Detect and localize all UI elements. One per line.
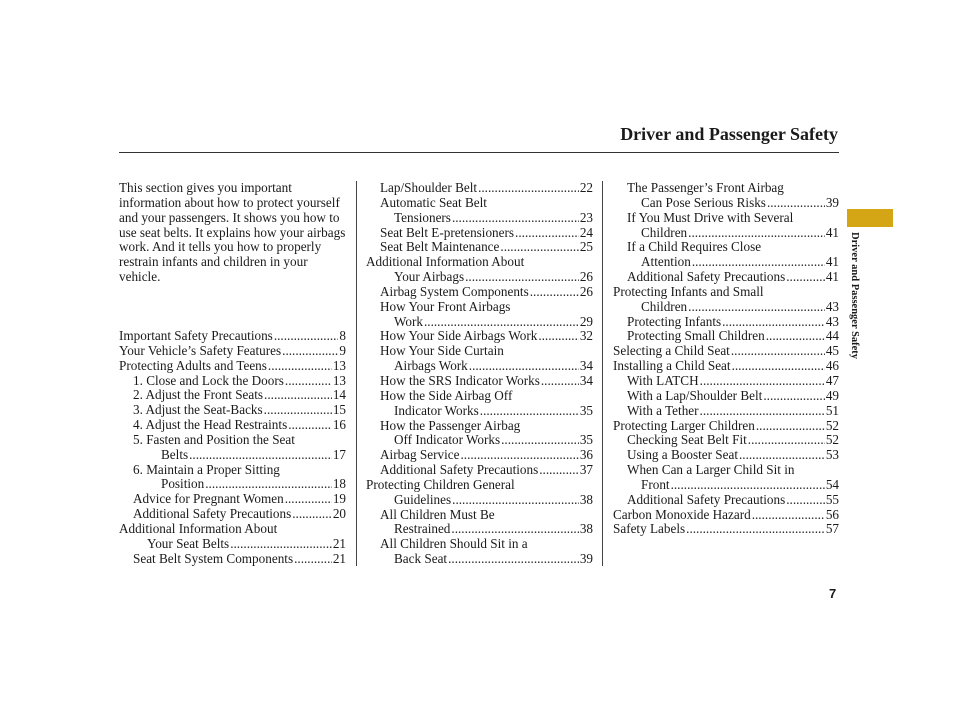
toc-entry [613, 389, 839, 404]
toc-entry-title: Airbag Service [380, 447, 460, 463]
toc-entry-title: Children [641, 298, 688, 314]
toc-entry-page: 8 [339, 328, 346, 343]
toc-entry [366, 300, 593, 315]
toc-entry-title: Seat Belt E-pretensioners [380, 224, 515, 240]
toc-entry-title: Your Airbags [394, 269, 465, 285]
toc-entry-title: Front [641, 476, 670, 492]
toc-entry-page: 29 [579, 313, 593, 329]
toc-entry [119, 492, 346, 507]
toc-entry-page: 22 [579, 180, 593, 195]
toc-entry-title: Airbag System Components [380, 283, 529, 299]
toc-entry-title: Protecting Adults and Teens [119, 357, 267, 373]
toc-leader-dots [448, 552, 579, 567]
toc-entry [613, 344, 839, 359]
toc-leader-dots [264, 403, 332, 418]
toc-entry [613, 433, 839, 448]
toc-entry-title: With a Tether [627, 402, 699, 418]
toc-entry-title: Off Indicator Works [394, 432, 501, 448]
toc-leader-dots [541, 374, 579, 389]
toc-entry-title: 6. Maintain a Proper Sitting [133, 461, 280, 477]
toc-entry [366, 181, 593, 196]
toc-entry [613, 404, 839, 419]
toc-leader-dots [452, 493, 579, 508]
toc-entry [613, 463, 839, 478]
toc-entry [613, 448, 839, 463]
section-tab-marker [847, 209, 893, 227]
toc-entry [366, 226, 593, 241]
toc-entry [613, 478, 839, 493]
toc-entry [366, 270, 593, 285]
toc-entry-page: 35 [579, 432, 593, 448]
toc-leader-dots [732, 359, 825, 374]
toc-entry-page: 41 [825, 269, 839, 285]
toc-leader-dots [688, 226, 825, 241]
toc-leader-dots [539, 463, 579, 478]
toc-leader-dots [285, 492, 332, 507]
toc-entry [613, 211, 839, 226]
toc-leader-dots [700, 404, 825, 419]
toc-leader-dots [288, 418, 332, 433]
toc-entry [366, 508, 593, 523]
toc-entry-title: Children [641, 224, 688, 240]
toc-entry-page: 44 [825, 328, 839, 344]
toc-entry [119, 448, 346, 463]
toc-leader-dots [282, 344, 338, 359]
toc-entry-page: 25 [579, 239, 593, 255]
toc-entry [613, 419, 839, 434]
toc-entry [366, 478, 593, 493]
toc-entry-page: 45 [825, 343, 839, 359]
toc-column-1 [119, 329, 346, 567]
toc-entry [119, 433, 346, 448]
toc-entry [366, 389, 593, 404]
toc-leader-dots [688, 300, 825, 315]
toc-entry [119, 507, 346, 522]
toc-entry-page: 43 [825, 298, 839, 314]
toc-entry [366, 463, 593, 478]
toc-entry-page: 34 [579, 372, 593, 388]
toc-entry-page: 54 [825, 476, 839, 492]
toc-entry [119, 418, 346, 433]
toc-entry-page: 41 [825, 254, 839, 270]
toc-entry-title: All Children Should Sit in a [380, 536, 528, 552]
toc-leader-dots [230, 537, 332, 552]
toc-entry-page: 26 [579, 269, 593, 285]
toc-entry-title: Guidelines [394, 491, 452, 507]
toc-entry [366, 404, 593, 419]
toc-entry-title: Protecting Larger Children [613, 417, 755, 433]
toc-leader-dots [748, 433, 825, 448]
toc-entry-title: How Your Side Airbags Work [380, 328, 538, 344]
toc-entry [366, 552, 593, 567]
toc-entry [366, 211, 593, 226]
toc-entry-page: 57 [825, 521, 839, 537]
toc-entry-page: 56 [825, 506, 839, 522]
toc-entry [119, 463, 346, 478]
toc-leader-dots [515, 226, 579, 241]
toc-leader-dots [752, 508, 825, 523]
toc-entry-page: 37 [579, 462, 593, 478]
toc-entry [613, 522, 839, 537]
toc-entry-title: How Your Front Airbags [380, 298, 511, 314]
toc-entry-title: Additional Safety Precautions [133, 506, 292, 522]
toc-entry-title: 5. Fasten and Position the Seat [133, 431, 295, 447]
toc-entry-title: Position [161, 476, 205, 492]
toc-entry-page: 18 [332, 476, 346, 492]
toc-entry [366, 419, 593, 434]
toc-entry [613, 508, 839, 523]
toc-entry-title: Protecting Infants [627, 313, 722, 329]
toc-entry [119, 403, 346, 418]
toc-leader-dots [264, 388, 332, 403]
toc-entry-page: 36 [579, 447, 593, 463]
toc-entry-title: 1. Close and Lock the Doors [133, 372, 284, 388]
toc-entry-page: 32 [579, 328, 593, 344]
toc-leader-dots [294, 552, 332, 567]
toc-leader-dots [756, 419, 825, 434]
toc-entry [366, 329, 593, 344]
toc-entry [366, 240, 593, 255]
toc-entry-page: 39 [579, 551, 593, 567]
toc-leader-dots [452, 211, 579, 226]
toc-entry-title: Installing a Child Seat [613, 358, 731, 374]
toc-column-3 [613, 181, 839, 537]
toc-entry [119, 344, 346, 359]
toc-entry-page: 38 [579, 521, 593, 537]
toc-entry-title: Indicator Works [394, 402, 479, 418]
toc-entry-title: Automatic Seat Belt [380, 194, 487, 210]
toc-entry [366, 285, 593, 300]
toc-entry-title: Airbags Work [394, 358, 468, 374]
toc-entry-title: Safety Labels [613, 521, 686, 537]
toc-leader-dots [274, 329, 339, 344]
toc-entry-title: 4. Adjust the Head Restraints [133, 417, 288, 433]
page-title: Driver and Passenger Safety [620, 124, 838, 144]
toc-entry [366, 433, 593, 448]
side-tab-label: Driver and Passenger Safety [849, 232, 860, 360]
toc-entry-page: 15 [332, 402, 346, 418]
toc-entry-title: Belts [161, 446, 189, 462]
toc-entry [613, 270, 839, 285]
toc-entry-page: 19 [332, 491, 346, 507]
toc-entry [366, 359, 593, 374]
toc-entry [119, 374, 346, 389]
toc-leader-dots [530, 285, 579, 300]
toc-entry-page: 16 [332, 417, 346, 433]
toc-entry-title: Work [394, 313, 423, 329]
column-divider-1 [356, 181, 357, 566]
toc-entry-page: 13 [332, 357, 346, 373]
title-rule [119, 152, 839, 153]
toc-leader-dots [268, 359, 332, 374]
toc-entry-title: All Children Must Be [380, 506, 495, 522]
toc-entry-page: 26 [579, 283, 593, 299]
toc-leader-dots [538, 329, 578, 344]
toc-entry-title: Carbon Monoxide Hazard [613, 506, 751, 522]
toc-leader-dots [686, 522, 825, 537]
toc-leader-dots [189, 448, 332, 463]
toc-entry-page: 20 [332, 506, 346, 522]
toc-entry-title: How Your Side Curtain [380, 343, 504, 359]
toc-entry [366, 374, 593, 389]
toc-entry [613, 374, 839, 389]
toc-entry-page: 46 [825, 358, 839, 374]
toc-leader-dots [786, 270, 825, 285]
toc-entry-title: Your Seat Belts [147, 535, 230, 551]
toc-entry [366, 522, 593, 537]
toc-leader-dots [739, 448, 825, 463]
toc-entry-title: If a Child Requires Close [627, 239, 762, 255]
toc-leader-dots [722, 315, 825, 330]
toc-entry-title: Important Safety Precautions [119, 328, 273, 343]
toc-entry-page: 53 [825, 447, 839, 463]
toc-entry-title: How the Passenger Airbag [380, 417, 521, 433]
toc-leader-dots [424, 315, 579, 330]
toc-entry-title: Additional Information About [119, 520, 278, 536]
toc-leader-dots [731, 344, 825, 359]
toc-entry-title: Additional Safety Precautions [627, 269, 786, 285]
toc-entry-page: 52 [825, 417, 839, 433]
toc-leader-dots [480, 404, 579, 419]
toc-entry [613, 181, 839, 196]
toc-leader-dots [767, 196, 825, 211]
toc-entry-page: 47 [825, 372, 839, 388]
toc-entry-title: The Passenger’s Front Airbag [627, 180, 784, 195]
toc-entry-page: 21 [332, 535, 346, 551]
toc-entry-title: Can Pose Serious Risks [641, 194, 766, 210]
toc-entry-title: Checking Seat Belt Fit [627, 432, 747, 448]
toc-entry-title: If You Must Drive with Several [627, 209, 794, 225]
toc-entry-page: 35 [579, 402, 593, 418]
toc-entry-page: 24 [579, 224, 593, 240]
toc-entry-title: With LATCH [627, 372, 699, 388]
toc-entry-page: 14 [332, 387, 346, 403]
toc-entry-title: Attention [641, 254, 691, 270]
toc-entry [366, 315, 593, 330]
toc-entry [613, 329, 839, 344]
toc-entry [366, 344, 593, 359]
toc-entry-title: 3. Adjust the Seat-Backs [133, 402, 263, 418]
toc-entry-page: 34 [579, 358, 593, 374]
toc-entry-title: Tensioners [394, 209, 451, 225]
toc-entry-title: How the SRS Indicator Works [380, 372, 540, 388]
toc-entry [613, 493, 839, 508]
toc-entry-title: How the Side Airbag Off [380, 387, 513, 403]
toc-entry-title: Restrained [394, 521, 451, 537]
toc-leader-dots [465, 270, 579, 285]
toc-entry [119, 359, 346, 374]
toc-entry-title: Protecting Children General [366, 476, 515, 492]
toc-entry-title: Seat Belt System Components [133, 550, 294, 566]
toc-entry [613, 255, 839, 270]
toc-entry-page: 39 [825, 194, 839, 210]
toc-entry-title: Seat Belt Maintenance [380, 239, 500, 255]
toc-leader-dots [763, 389, 824, 404]
toc-entry [613, 359, 839, 374]
toc-entry-title: Using a Booster Seat [627, 447, 738, 463]
toc-entry-title: 2. Adjust the Front Seats [133, 387, 264, 403]
toc-entry [613, 300, 839, 315]
toc-entry-title: Protecting Small Children [627, 328, 765, 344]
toc-leader-dots [469, 359, 579, 374]
toc-entry-title: Lap/Shoulder Belt [380, 180, 478, 195]
toc-entry-page: 23 [579, 209, 593, 225]
toc-leader-dots [451, 522, 578, 537]
toc-entry [119, 552, 346, 567]
toc-leader-dots [766, 329, 825, 344]
toc-entry [366, 255, 593, 270]
toc-entry-title: Additional Safety Precautions [627, 491, 786, 507]
toc-leader-dots [692, 255, 825, 270]
toc-entry [119, 477, 346, 492]
toc-entry [613, 315, 839, 330]
column-divider-2 [602, 181, 603, 566]
toc-entry-page: 52 [825, 432, 839, 448]
toc-entry-page: 55 [825, 491, 839, 507]
toc-entry-title: Your Vehicle’s Safety Features [119, 342, 282, 358]
toc-leader-dots [500, 240, 578, 255]
toc-entry-title: Selecting a Child Seat [613, 343, 730, 359]
toc-entry-page: 9 [339, 342, 346, 358]
toc-leader-dots [460, 448, 578, 463]
toc-entry-page: 38 [579, 491, 593, 507]
toc-entry-page: 49 [825, 387, 839, 403]
toc-entry-title: Back Seat [394, 551, 448, 567]
toc-entry [119, 329, 346, 344]
toc-entry-page: 13 [332, 372, 346, 388]
toc-entry [366, 448, 593, 463]
toc-column-2 [366, 181, 593, 567]
toc-leader-dots [671, 478, 825, 493]
toc-leader-dots [285, 374, 332, 389]
toc-leader-dots [786, 493, 825, 508]
toc-entry-page: 51 [825, 402, 839, 418]
toc-entry-title: Additional Safety Precautions [380, 462, 539, 478]
toc-entry [119, 388, 346, 403]
toc-leader-dots [478, 181, 579, 196]
toc-leader-dots [700, 374, 825, 389]
toc-entry [613, 240, 839, 255]
toc-entry-title: With a Lap/Shoulder Belt [627, 387, 763, 403]
toc-entry-title: Advice for Pregnant Women [133, 491, 284, 507]
toc-leader-dots [501, 433, 579, 448]
toc-entry-title: Protecting Infants and Small [613, 283, 764, 299]
toc-entry-title: Additional Information About [366, 254, 525, 270]
toc-entry [366, 537, 593, 552]
toc-entry [613, 285, 839, 300]
toc-entry [119, 522, 346, 537]
toc-entry-page: 43 [825, 313, 839, 329]
toc-entry-title: When Can a Larger Child Sit in [627, 462, 795, 478]
toc-entry-page: 41 [825, 224, 839, 240]
toc-leader-dots [292, 507, 332, 522]
toc-entry [613, 196, 839, 211]
toc-entry-page: 21 [332, 550, 346, 566]
toc-entry-page: 17 [332, 446, 346, 462]
toc-entry [366, 196, 593, 211]
toc-entry [366, 493, 593, 508]
toc-entry [119, 537, 346, 552]
toc-entry [613, 226, 839, 241]
page-number: 7 [829, 586, 837, 601]
toc-leader-dots [205, 477, 332, 492]
intro-paragraph: This section gives you important information about how to protect yourself and your passengers. It shows you how to use seat belts. It explains how your airbags work. And it tells you how to properly restrain infants and children in your vehicle. [119, 180, 346, 285]
